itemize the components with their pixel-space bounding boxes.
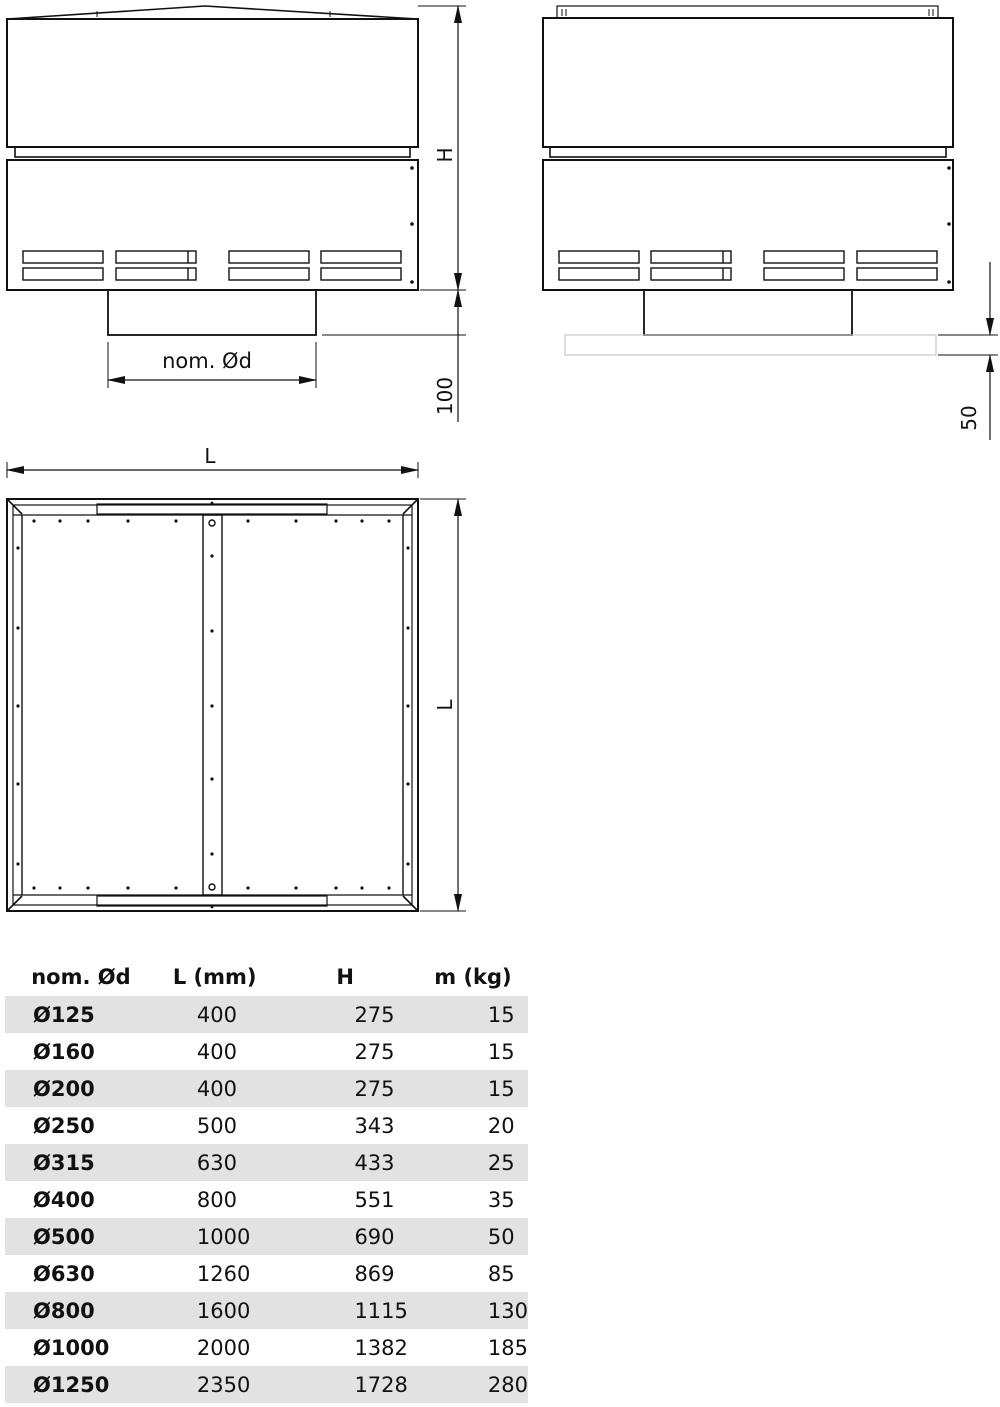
cell-mass: 15 [418,996,528,1033]
cell-length: 400 [157,996,273,1033]
table-row [5,996,528,1033]
cell-mass: 35 [487,1187,515,1212]
upper-hood [7,19,418,147]
table-row [5,1292,528,1329]
cell-mass: 15 [418,1070,528,1107]
cell-mass: 20 [487,1113,515,1138]
cell-height: 690 [272,1218,417,1255]
lower-body [543,160,953,290]
spigot [108,290,316,335]
cell-height: 433 [272,1144,417,1181]
table-row [5,1181,528,1218]
cell-height: 551 [354,1187,395,1212]
cell-nominal-diameter: Ø125 [5,996,157,1033]
cell-mass: 85 [487,1261,515,1286]
cell-nominal-diameter: Ø1250 [5,1366,157,1403]
cell-height: 275 [354,1039,395,1064]
cell-mass: 185 [487,1335,528,1360]
cell-nominal-diameter: Ø250 [33,1113,95,1138]
cell-height: 1115 [272,1292,417,1329]
cell-nominal-diameter: Ø500 [5,1218,157,1255]
vent-slots [559,251,937,280]
cell-mass: 15 [487,1039,515,1064]
cell-height: 275 [272,996,417,1033]
cell-length: 800 [196,1187,237,1212]
nominal-diameter-label: nom. Ød [162,349,252,373]
cell-mass: 130 [418,1292,528,1329]
top-view [7,462,466,911]
column-header-nominal-diameter: nom. Ød [31,965,131,989]
top-rail [557,6,938,18]
cell-mass: 25 [418,1144,528,1181]
table-header-row [5,958,528,996]
dimensions-table [5,958,528,1403]
upper-hood [543,18,953,147]
vent-slots [23,251,401,280]
spigot [644,290,852,335]
screw-dots [16,502,409,909]
side-view [543,6,998,440]
cell-nominal-diameter: Ø1000 [33,1335,110,1360]
cell-nominal-diameter: Ø630 [33,1261,95,1286]
column-header-height: H [336,965,354,989]
cell-length: 400 [196,1039,237,1064]
cell-length: 2350 [157,1366,273,1403]
cell-height: 343 [354,1113,395,1138]
screw-dots [947,166,951,284]
table-row [5,1366,528,1403]
cell-length: 500 [196,1113,237,1138]
cell-length: 2000 [196,1335,251,1360]
cell-length: 1600 [157,1292,273,1329]
cell-nominal-diameter: Ø400 [33,1187,95,1212]
height-label: H [433,147,457,163]
table-row [5,1033,528,1070]
cell-mass: 50 [418,1218,528,1255]
table-row [5,1218,528,1255]
cell-length: 630 [157,1144,273,1181]
lower-body [7,160,418,290]
table-row [5,1329,528,1366]
hood-gap-band [15,147,410,157]
screw-dots [410,166,414,284]
cell-height: 1382 [354,1335,408,1360]
cell-nominal-diameter: Ø200 [5,1070,157,1107]
cell-length: 1000 [157,1218,273,1255]
table-row [5,1144,528,1181]
dim-50-label: 50 [957,405,981,431]
cell-nominal-diameter: Ø800 [5,1292,157,1329]
column-header-mass: m (kg) [434,965,512,989]
cell-height: 275 [272,1070,417,1107]
table-row [5,1070,528,1107]
cell-nominal-diameter: Ø315 [5,1144,157,1181]
length-label-vertical: L [433,699,457,711]
cell-length: 1260 [196,1261,251,1286]
cell-length: 400 [157,1070,273,1107]
roof-outline [7,6,418,19]
cell-height: 869 [354,1261,395,1286]
cell-height: 1728 [272,1366,417,1403]
hood-gap-band [550,147,946,157]
table-row [5,1107,528,1144]
length-label-horizontal: L [204,444,216,468]
column-header-length: L (mm) [172,965,257,989]
cell-mass: 280 [418,1366,528,1403]
cell-nominal-diameter: Ø160 [33,1039,95,1064]
table-row [5,1255,528,1292]
dim-100-label: 100 [433,376,457,416]
base-frame-ghost [565,335,936,355]
